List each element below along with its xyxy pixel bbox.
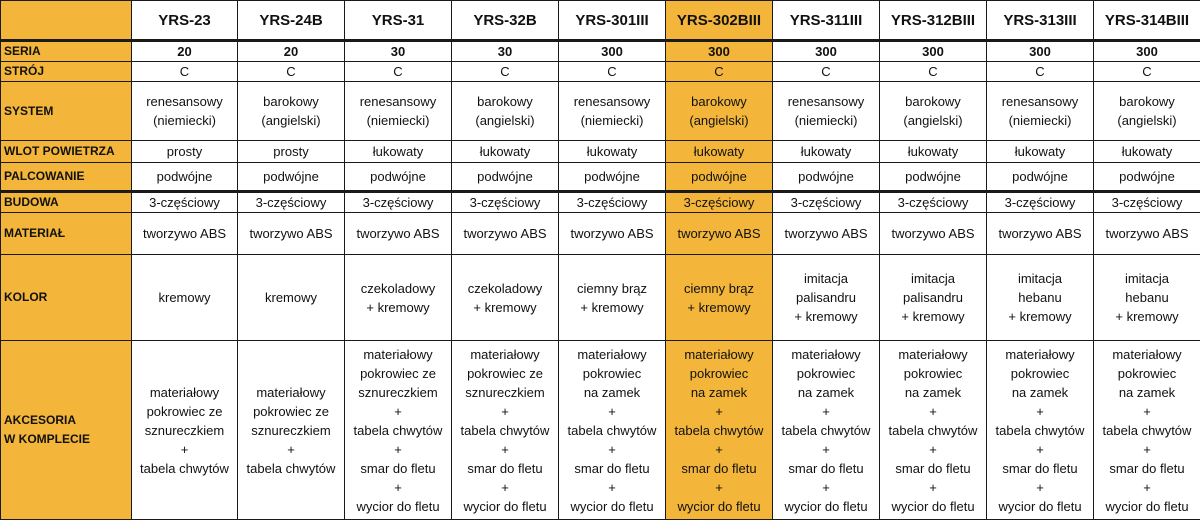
table-cell (345, 255, 452, 341)
cell-text: kremowy (265, 290, 317, 305)
table-cell (1094, 82, 1200, 141)
table-cell (1094, 255, 1200, 341)
cell-text: renesansowy (niemiecki) (574, 94, 651, 128)
cell-text: imitacja hebanu + kremowy (1008, 271, 1071, 324)
cell-text: renesansowy (niemiecki) (360, 94, 437, 128)
cell-text: łukowaty (373, 144, 424, 159)
table-row-system (1, 82, 1200, 141)
cell-text: barokowy (angielski) (903, 94, 962, 128)
column-header: YRS-32B (452, 1, 559, 41)
cell-text: łukowaty (1122, 144, 1173, 159)
cell-text: łukowaty (587, 144, 638, 159)
cell-text: prosty (273, 144, 308, 159)
table-cell (345, 341, 452, 520)
table-cell (452, 82, 559, 141)
row-label-stroj (1, 62, 132, 82)
cell-text: tworzywo ABS (143, 226, 226, 241)
table-cell (773, 62, 880, 82)
row-label-text: SERIA (4, 44, 41, 58)
cell-text: łukowaty (480, 144, 531, 159)
cell-text: tworzywo ABS (1105, 226, 1188, 241)
corner-cell (1, 1, 132, 41)
table-cell (452, 192, 559, 213)
table-cell (880, 213, 987, 255)
cell-text: C (714, 64, 723, 79)
table-body (1, 41, 1200, 520)
table-cell (132, 213, 238, 255)
cell-text: 3-częściowy (577, 195, 648, 210)
table-cell (452, 213, 559, 255)
cell-text: C (286, 64, 295, 79)
table-cell (238, 192, 345, 213)
table-cell (452, 62, 559, 82)
table-cell (345, 163, 452, 192)
table-cell (773, 163, 880, 192)
table-cell (238, 213, 345, 255)
column-header: YRS-31 (345, 1, 452, 41)
table-cell (452, 141, 559, 163)
table-cell (987, 41, 1094, 62)
table-cell (987, 82, 1094, 141)
row-label-budowa (1, 192, 132, 213)
table-row-budowa (1, 192, 1200, 213)
table-cell (987, 341, 1094, 520)
cell-text: C (1142, 64, 1151, 79)
cell-text: czekoladowy + kremowy (468, 281, 542, 315)
table-cell (1094, 62, 1200, 82)
table-cell (880, 62, 987, 82)
table-row-seria (1, 41, 1200, 62)
column-header: YRS-311III (773, 1, 880, 41)
row-label-kolor (1, 255, 132, 341)
row-label-wlot-powietrza (1, 141, 132, 163)
table-row-palcowanie (1, 163, 1200, 192)
table-cell (559, 62, 666, 82)
table-cell (773, 341, 880, 520)
cell-text: C (500, 64, 509, 79)
table-cell (1094, 163, 1200, 192)
cell-text: ciemny brąz + kremowy (577, 281, 647, 315)
cell-text: barokowy (angielski) (261, 94, 320, 128)
cell-text: podwójne (905, 169, 961, 184)
cell-text: tworzywo ABS (249, 226, 332, 241)
cell-text: łukowaty (1015, 144, 1066, 159)
row-label-text: SYSTEM (4, 104, 53, 118)
table-cell (880, 192, 987, 213)
cell-text: materiałowy pokrowiec na zamek + tabela chwytów + smar do fletu + wycior do fletu (568, 347, 657, 514)
cell-text: materiałowy pokrowiec ze sznureczkiem + tabela chwytów (247, 385, 336, 476)
cell-text: C (821, 64, 830, 79)
column-header: YRS-24B (238, 1, 345, 41)
row-label-material (1, 213, 132, 255)
table-cell (345, 141, 452, 163)
cell-text: 3-częściowy (791, 195, 862, 210)
table-cell (559, 192, 666, 213)
row-label-palcowanie (1, 163, 132, 192)
row-label-system (1, 82, 132, 141)
row-label-seria (1, 41, 132, 62)
table-cell (238, 82, 345, 141)
cell-text: materiałowy pokrowiec na zamek + tabela chwytów + smar do fletu + wycior do fletu (996, 347, 1085, 514)
table-row-kolor (1, 255, 1200, 341)
table-cell (773, 141, 880, 163)
cell-text: 30 (498, 44, 512, 59)
table-cell (987, 192, 1094, 213)
cell-text: prosty (167, 144, 202, 159)
cell-text: podwójne (584, 169, 640, 184)
cell-text: 30 (391, 44, 405, 59)
table-cell (452, 341, 559, 520)
cell-text: 300 (815, 44, 837, 59)
table-cell (132, 163, 238, 192)
table-cell (238, 62, 345, 82)
cell-text: łukowaty (801, 144, 852, 159)
table-row-akcesoria (1, 341, 1200, 520)
table-cell (132, 141, 238, 163)
table-cell (132, 341, 238, 520)
table-cell (452, 41, 559, 62)
cell-text: tworzywo ABS (784, 226, 867, 241)
cell-text: materiałowy pokrowiec na zamek + tabela chwytów + smar do fletu + wycior do fletu (889, 347, 978, 514)
cell-text: C (180, 64, 189, 79)
cell-text: kremowy (158, 290, 210, 305)
table-cell (238, 41, 345, 62)
table-cell (559, 141, 666, 163)
table-cell (238, 341, 345, 520)
cell-text: podwójne (798, 169, 854, 184)
table-cell (132, 62, 238, 82)
table-cell (132, 192, 238, 213)
table-cell (238, 163, 345, 192)
table-cell (880, 141, 987, 163)
cell-text: 20 (284, 44, 298, 59)
cell-text: 3-częściowy (470, 195, 541, 210)
table-cell (452, 163, 559, 192)
table-cell (1094, 192, 1200, 213)
cell-text: tworzywo ABS (463, 226, 546, 241)
table-cell (666, 141, 773, 163)
table-cell (345, 213, 452, 255)
row-label-text: PALCOWANIE (4, 169, 84, 183)
table-cell (345, 192, 452, 213)
cell-text: tworzywo ABS (356, 226, 439, 241)
table-cell (559, 255, 666, 341)
table-cell (666, 255, 773, 341)
column-header: YRS-313III (987, 1, 1094, 41)
table-cell (773, 41, 880, 62)
header-row (1, 1, 1200, 41)
column-header: YRS-23 (132, 1, 238, 41)
table-cell (987, 163, 1094, 192)
cell-text: C (928, 64, 937, 79)
cell-text: podwójne (370, 169, 426, 184)
table-cell (559, 163, 666, 192)
table-cell (880, 163, 987, 192)
table-cell (880, 41, 987, 62)
table-cell (238, 255, 345, 341)
cell-text: 3-częściowy (363, 195, 434, 210)
cell-text: 3-częściowy (1005, 195, 1076, 210)
cell-text: renesansowy (niemiecki) (146, 94, 223, 128)
table-cell (987, 141, 1094, 163)
cell-text: podwójne (477, 169, 533, 184)
row-label-text: WLOT POWIETRZA (4, 144, 115, 158)
cell-text: 300 (601, 44, 623, 59)
cell-text: materiałowy pokrowiec na zamek + tabela chwytów + smar do fletu + wycior do fletu (675, 347, 764, 514)
cell-text: czekoladowy + kremowy (361, 281, 435, 315)
cell-text: 3-częściowy (898, 195, 969, 210)
row-label-text: MATERIAŁ (4, 226, 65, 240)
row-label-akcesoria (1, 341, 132, 520)
table-cell (345, 82, 452, 141)
table-cell (559, 41, 666, 62)
column-header: YRS-302BIII (666, 1, 773, 41)
table-cell (773, 82, 880, 141)
table-cell (880, 82, 987, 141)
table-cell (666, 163, 773, 192)
cell-text: 300 (922, 44, 944, 59)
table-cell (132, 82, 238, 141)
table-cell (666, 41, 773, 62)
cell-text: renesansowy (niemiecki) (788, 94, 865, 128)
row-label-text: STRÓJ (4, 64, 44, 78)
table-cell (666, 192, 773, 213)
table-row-wlot-powietrza (1, 141, 1200, 163)
table-cell (132, 255, 238, 341)
cell-text: imitacja palisandru + kremowy (901, 271, 964, 324)
table-cell (345, 41, 452, 62)
column-header: YRS-301III (559, 1, 666, 41)
cell-text: barokowy (angielski) (475, 94, 534, 128)
table-cell (987, 213, 1094, 255)
table-cell (773, 213, 880, 255)
table-cell (1094, 213, 1200, 255)
column-header: YRS-314BIII (1094, 1, 1200, 41)
cell-text: materiałowy pokrowiec ze sznureczkiem + tabela chwytów + smar do fletu + wycior do fletu (354, 347, 443, 514)
cell-text: łukowaty (908, 144, 959, 159)
table-cell (987, 255, 1094, 341)
cell-text: C (1035, 64, 1044, 79)
cell-text: barokowy (angielski) (689, 94, 748, 128)
cell-text: tworzywo ABS (677, 226, 760, 241)
cell-text: materiałowy pokrowiec ze sznureczkiem + tabela chwytów + smar do fletu + wycior do fletu (461, 347, 550, 514)
table-cell (987, 62, 1094, 82)
cell-text: podwójne (157, 169, 213, 184)
cell-text: tworzywo ABS (891, 226, 974, 241)
cell-text: tworzywo ABS (998, 226, 1081, 241)
cell-text: 3-częściowy (256, 195, 327, 210)
table-cell (666, 341, 773, 520)
table-cell (880, 255, 987, 341)
table-cell (345, 62, 452, 82)
cell-text: podwójne (1012, 169, 1068, 184)
cell-text: ciemny brąz + kremowy (684, 281, 754, 315)
cell-text: łukowaty (694, 144, 745, 159)
row-label-text: KOLOR (4, 290, 47, 304)
cell-text: 3-częściowy (1112, 195, 1183, 210)
cell-text: tworzywo ABS (570, 226, 653, 241)
table-cell (666, 213, 773, 255)
cell-text: 300 (1029, 44, 1051, 59)
table-cell (132, 41, 238, 62)
cell-text: 3-częściowy (684, 195, 755, 210)
column-header: YRS-312BIII (880, 1, 987, 41)
table-cell (773, 255, 880, 341)
cell-text: podwójne (1119, 169, 1175, 184)
table-cell (559, 82, 666, 141)
table-cell (559, 341, 666, 520)
table-cell (880, 341, 987, 520)
table-row-stroj (1, 62, 1200, 82)
table-cell (452, 255, 559, 341)
table-row-material (1, 213, 1200, 255)
row-label-text: AKCESORIA W KOMPLECIE (4, 413, 90, 446)
row-label-text: BUDOWA (4, 195, 59, 209)
cell-text: 300 (1136, 44, 1158, 59)
table-cell (1094, 141, 1200, 163)
table-cell (773, 192, 880, 213)
cell-text: imitacja hebanu + kremowy (1115, 271, 1178, 324)
table-cell (238, 141, 345, 163)
cell-text: barokowy (angielski) (1117, 94, 1176, 128)
table-cell (666, 62, 773, 82)
table-cell (1094, 341, 1200, 520)
cell-text: podwójne (263, 169, 319, 184)
cell-text: 3-częściowy (149, 195, 220, 210)
cell-text: materiałowy pokrowiec na zamek + tabela chwytów + smar do fletu + wycior do fletu (1103, 347, 1192, 514)
cell-text: 20 (177, 44, 191, 59)
cell-text: renesansowy (niemiecki) (1002, 94, 1079, 128)
cell-text: imitacja palisandru + kremowy (794, 271, 857, 324)
cell-text: podwójne (691, 169, 747, 184)
table-cell (559, 213, 666, 255)
cell-text: materiałowy pokrowiec na zamek + tabela chwytów + smar do fletu + wycior do fletu (782, 347, 871, 514)
cell-text: C (607, 64, 616, 79)
cell-text: C (393, 64, 402, 79)
table-cell (666, 82, 773, 141)
table-cell (1094, 41, 1200, 62)
cell-text: 300 (708, 44, 730, 59)
cell-text: materiałowy pokrowiec ze sznureczkiem + tabela chwytów (140, 385, 229, 476)
